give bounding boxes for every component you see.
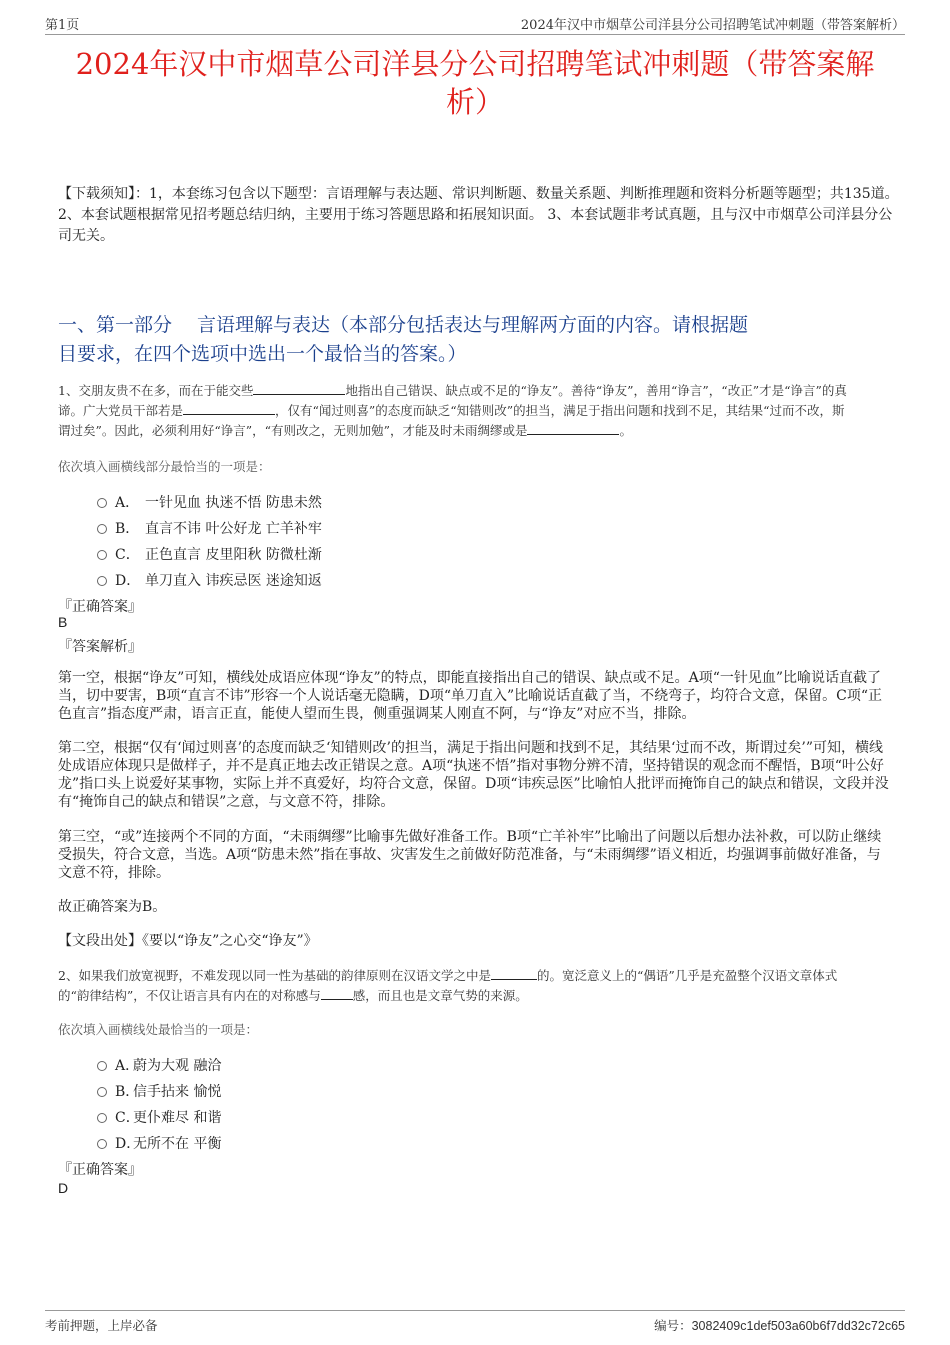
radio-icon[interactable] <box>97 524 107 534</box>
q1-text-part: 谛。广大党员干部若是 <box>58 403 184 418</box>
document-title-line1: 2024年汉中市烟草公司洋县分公司招聘笔试冲刺题（带答案解 <box>75 47 875 81</box>
radio-icon[interactable] <box>97 550 107 560</box>
q2-text-part: 的。宽泛意义上的“偶语”几乎是充盈整个汉语文章体式 <box>536 968 838 983</box>
radio-icon[interactable] <box>97 576 107 586</box>
q1-text-part: 。 <box>619 423 632 438</box>
section-title <box>58 311 905 369</box>
footer-slogan: 考前押题，上岸必备 <box>45 1318 158 1333</box>
q2-option-b[interactable] <box>97 1081 221 1101</box>
q1-text-part: 谓过矣”。因此，必须利用好“诤言”，“有则改之，无则加勉”，才能及时未雨绸缪或是 <box>58 423 528 438</box>
answer-blank <box>253 382 345 395</box>
q2-text-part: 的“韵律结构”，不仅让语言具有内在的对称感与 <box>58 988 321 1003</box>
header-doc-title: 2024年汉中市烟草公司洋县分公司招聘笔试冲刺题（带答案解析） <box>520 18 905 33</box>
q1-option-a[interactable] <box>97 492 322 512</box>
q1-answer: B <box>58 614 68 630</box>
option-letter: B． <box>115 521 140 537</box>
q2-option-c[interactable] <box>97 1107 221 1127</box>
answer-blank <box>527 422 619 435</box>
question-2-prompt: 依次填入画横线处最恰当的一项是： <box>58 1022 259 1037</box>
q2-answer-label: 『正确答案』 <box>58 1162 142 1178</box>
option-letter: D． <box>115 573 141 589</box>
option-letter: C． <box>115 1110 140 1126</box>
radio-icon[interactable] <box>97 1087 107 1097</box>
footer-code-value: 3082409c1def503a60b6f7dd32c72c65 <box>691 1319 905 1333</box>
answer-blank <box>491 967 537 980</box>
q1-analysis-para-3: 第三空，“或”连接两个不同的方面，“未雨绸缪”比喻事先做好准备工作。B项“亡羊补牢”比喻出了问题以后想办法补救，可以防止继续受损失，符合文意，当选。A项“防患未然”指在事故、灾害发生之前做好防范准备，与“未雨绸缪”语义相近，均强调事前做好准备，与文意不符，排除。 <box>58 829 882 881</box>
q2-option-d[interactable] <box>97 1133 221 1153</box>
download-notice: 【下载须知】：1，本套练习包含以下题型：言语理解与表达题、常识判断题、数量关系题、判断推理题和资料分析题等题型；共135道。 2、本套试题根据常见招考题总结归纳，主要用于练习答题思路和拓展知识面。 3、本套试题非考试真题，且与汉中市烟草公司洋县分公司无关。 <box>58 186 899 244</box>
radio-icon[interactable] <box>97 498 107 508</box>
footer-code-label: 编号： <box>654 1318 692 1333</box>
document-title <box>40 45 910 121</box>
option-text: 直言不讳 叶公好龙 亡羊补牢 <box>145 521 322 537</box>
option-text: 蔚为大观 融洽 <box>133 1058 222 1074</box>
q1-source: 【文段出处】《要以“诤友”之心交“诤友”》 <box>58 933 318 949</box>
q2-option-a[interactable] <box>97 1055 221 1075</box>
q1-analysis-para-1: 第一空，根据“诤友”可知，横线处成语应体现“诤友”的特点，即能直接指出自己的错误、缺点或不足。A项“一针见血”比喻说话直截了当，切中要害，B项“直言不讳”形容一个人说话毫无隐瞒，D项“单刀直入”比喻说话直截了当，不绕弯子，均符合文意，保留。C项“正色直言”指态度严肃，语言正直，能使人望而生畏，侧重强调某人刚直不阿，与“诤友”对应不当，排除。 <box>58 670 883 722</box>
option-text: 正色直言 皮里阳秋 防微杜渐 <box>145 547 322 563</box>
footer-code <box>654 1316 905 1334</box>
answer-blank <box>321 987 353 1000</box>
q1-text-part: 地指出自己错误、缺点或不足的“诤友”。善待“诤友”，善用“诤言”，“改正”才是“诤言”的真 <box>345 383 847 398</box>
option-text: 一针见血 执迷不悟 防患未然 <box>145 495 322 511</box>
q1-answer-label: 『正确答案』 <box>58 599 142 615</box>
option-letter: B． <box>115 1084 140 1100</box>
page-footer <box>45 1310 905 1335</box>
q2-text-part: 感，而且也是文章气势的来源。 <box>352 988 528 1003</box>
page-number: 第1页 <box>45 18 80 33</box>
q1-analysis-para-2: 第二空，根据“仅有‘闻过则喜’的态度而缺乏‘知错则改’的担当，满足于指出问题和找到不足，其结果‘过而不改，斯谓过矣’”可知，横线处成语应体现只是做样子，并不是真正地去改正错误之意。A项“执迷不悟”指对事物分辨不清，坚持错误的观念而不醒悟，B项“叶公好龙”指口头上说爱好某事物，实际上并不真爱好，均符合文意，保留。D项“讳疾忌医”比喻怕人批评而掩饰自己的缺点和错误，文段并没有“掩饰自己的缺点和错误”之意，与文意不符，排除。 <box>58 740 889 810</box>
radio-icon[interactable] <box>97 1061 107 1071</box>
q1-option-b[interactable] <box>97 518 322 538</box>
q1-conclusion: 故正确答案为B。 <box>58 899 167 915</box>
option-text: 信手拈来 愉悦 <box>133 1084 222 1100</box>
radio-icon[interactable] <box>97 1139 107 1149</box>
option-text: 无所不在 平衡 <box>133 1136 222 1152</box>
option-letter: A． <box>115 495 140 511</box>
q2-answer: D <box>58 1180 69 1196</box>
q1-text-part: ，仅有“闻过则喜”的态度而缺乏“知错则改”的担当，满足于指出问题和找到不足，其结果“过而不改，斯 <box>275 403 845 418</box>
question-1-text <box>58 381 905 441</box>
answer-blank <box>183 402 275 415</box>
radio-icon[interactable] <box>97 1113 107 1123</box>
q2-text-part: 2、如果我们放宽视野，不难发现以同一性为基础的韵律原则在汉语文学之中是 <box>58 968 491 983</box>
question-1-prompt: 依次填入画横线部分最恰当的一项是： <box>58 459 271 474</box>
option-letter: C． <box>115 547 140 563</box>
document-title-line2: 析） <box>445 85 504 119</box>
q1-analysis-label: 『答案解析』 <box>58 639 142 655</box>
q1-option-c[interactable] <box>97 544 322 564</box>
page-header <box>45 12 905 35</box>
section-title-line2: 目要求，在四个选项中选出一个最恰当的答案。） <box>58 343 467 365</box>
option-text: 更仆难尽 和谐 <box>133 1110 222 1126</box>
q1-text-part: 1、交朋友贵不在多，而在于能交些 <box>58 383 254 398</box>
option-letter: D． <box>115 1136 141 1152</box>
question-2-text <box>58 966 905 1006</box>
section-title-line1: 一、第一部分 言语理解与表达（本部分包括表达与理解两方面的内容。请根据题 <box>58 314 749 336</box>
option-letter: A． <box>115 1058 140 1074</box>
option-text: 单刀直入 讳疾忌医 迷途知返 <box>145 573 322 589</box>
q1-option-d[interactable] <box>97 570 322 590</box>
